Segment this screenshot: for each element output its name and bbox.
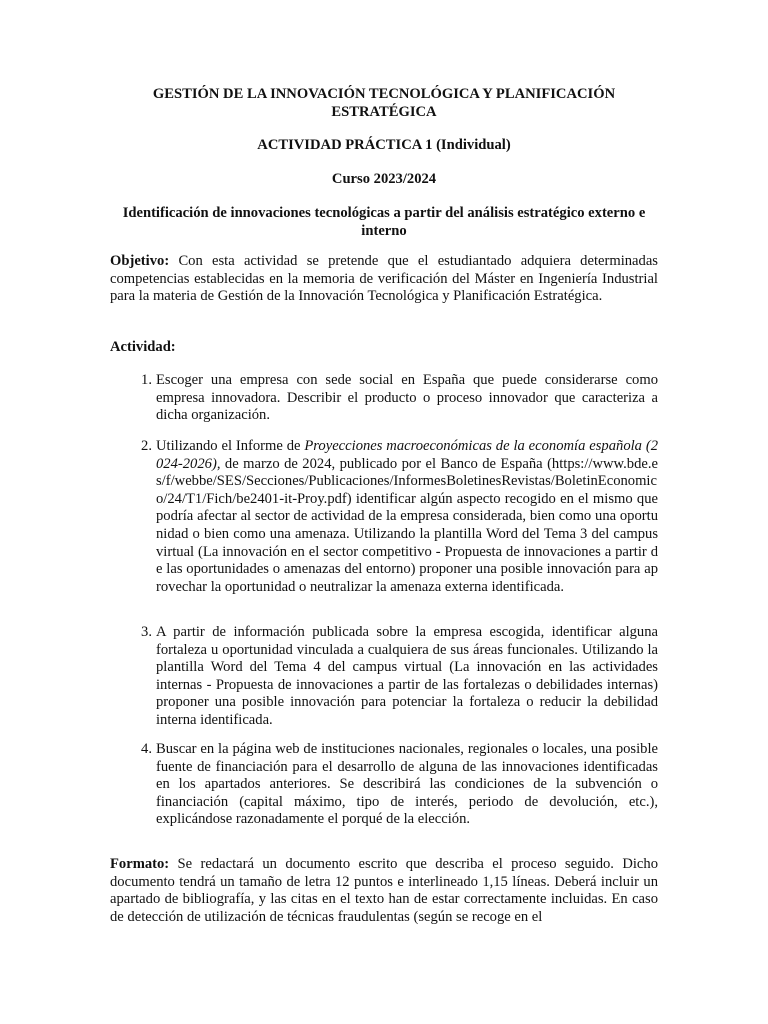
list-item-text-part: , de marzo de 2024, publicado por el Banco de España (https://www.bde.es/f/webbe/SES/Secciones/Publicaciones/InformesBoletinesRevistas/BoletinEconomico/24/T1/Fich/be2401-it-Proy.pdf) identificar algún aspecto recogido en el mismo que podría afectar al sector de actividad de la empresa considerada, bien como una oportunidad o bien como una amenaza. Utilizando la plantilla Word del Tema 3 del campus virtual (La innovación en el sector competitivo - Propuesta de innovaciones a partir de las oportunidades o amenazas del entorno) proponer una posible innovación para aprovechar la oportunidad o neutralizar la amenaza externa identificada. — [156, 455, 658, 595]
format-text: Se redactará un documento escrito que describa el proceso seguido. Dicho documento tendrá un tamaño de letra 12 puntos e interlineado 1,15 líneas. Deberá incluir un apartado de bibliografía, y las citas en el texto han de estar correctamente incluidas. En caso de detección de utilización de técnicas fraudulentas (según se recoge en el — [110, 856, 658, 925]
list-item-text: Buscar en la página web de instituciones nacionales, regionales o locales, una posible fuente de financiación para el desarrollo de alguna de las innovaciones identificadas en los apartados anteriores. Se describirá las condiciones de la subvención o financiación (capital máximo, tipo de interés, periodo de devolución, etc.), explicándose razonadamente el porqué de la elección. — [156, 741, 658, 828]
list-item-number: 3. — [141, 624, 152, 640]
subtitle-heading-text: Identificación de innovaciones tecnológicas a partir del análisis estratégico externo e interno — [122, 205, 646, 239]
document-title — [110, 86, 658, 121]
activity-heading — [110, 137, 658, 155]
objective-label: Objetivo: — [110, 253, 170, 269]
report-title-italic: Proyecciones macroeconómicas de la economía española (2024-2026) — [156, 438, 658, 472]
list-item-number: 1. — [141, 372, 152, 388]
list-item-number: 4. — [141, 741, 152, 757]
objective-text: Con esta actividad se pretende que el estudiantado adquiera determinadas competencias establecidas en la memoria de verificación del Máster en Ingeniería Industrial para la materia de Gestión de la Innovación Tecnológica y Planificación Estratégica. — [110, 253, 658, 305]
list-item-text — [156, 438, 658, 596]
objective-paragraph — [110, 253, 658, 306]
activity-heading-text: ACTIVIDAD PRÁCTICA 1 (Individual) — [257, 137, 511, 153]
list-item-text: A partir de información publicada sobre la empresa escogida, identificar alguna fortaleza u oportunidad vinculada a cualquiera de sus áreas funcionales. Utilizando la plantilla Word del Tema 4 del campus virtual (La innovación en las actividades internas - Propuesta de innovaciones a partir de las fortalezas o debilidades internas) proponer una posible innovación para potenciar la fortaleza o reducir la debilidad interna identificada. — [156, 624, 658, 728]
course-heading — [110, 171, 658, 189]
format-label: Formato: — [110, 856, 170, 872]
document-title-text: GESTIÓN DE LA INNOVACIÓN TECNOLÓGICA Y PLANIFICACIÓN ESTRATÉGICA — [152, 86, 616, 120]
activity-label: Actividad: — [110, 339, 176, 355]
format-paragraph — [110, 856, 658, 926]
activity-label-paragraph — [110, 339, 658, 357]
list-item-text-part: Utilizando el Informe de — [156, 438, 305, 454]
course-heading-text: Curso 2023/2024 — [331, 171, 437, 187]
subtitle-heading — [110, 205, 658, 240]
list-item-number: 2. — [141, 438, 152, 454]
list-item-text: Escoger una empresa con sede social en España que puede considerarse como empresa innovadora. Describir el producto o proceso innovador que caracteriza a dicha organización. — [156, 372, 658, 424]
